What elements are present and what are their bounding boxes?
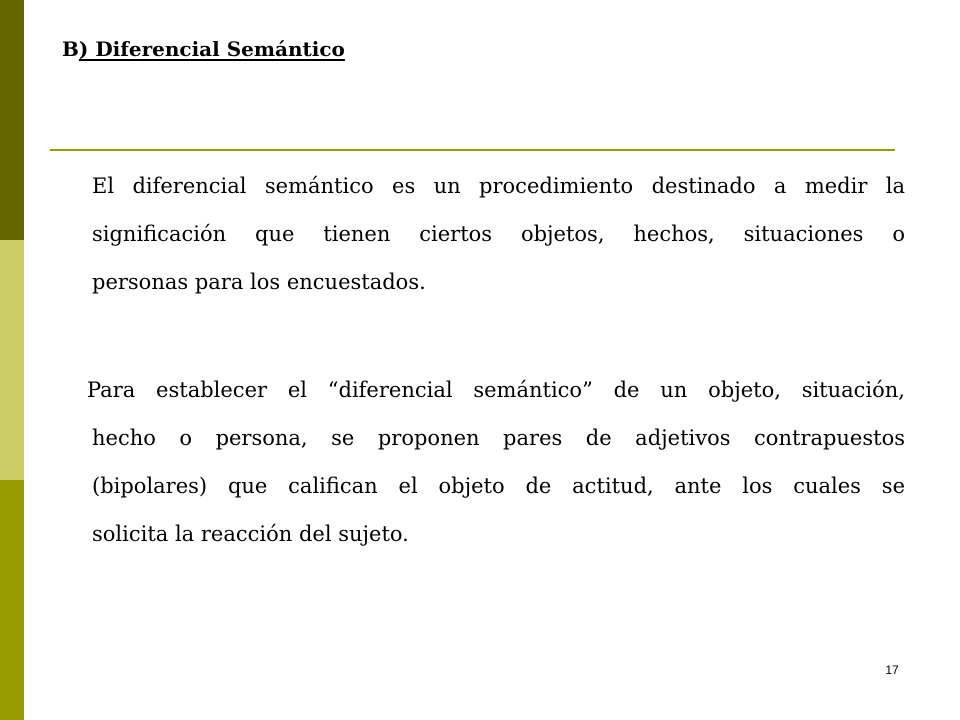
paragraph-line: hecho o persona, se proponen pares de adjetivos contrapuestos	[92, 426, 905, 450]
slide-title-text: ) Diferencial Semántico	[78, 37, 345, 61]
slide-title-prefix: B	[62, 37, 79, 61]
paragraph-line: El diferencial semántico es un procedimiento destinado a medir la	[92, 174, 905, 198]
paragraph-line: (bipolares) que califican el objeto de actitud, ante los cuales se	[92, 474, 905, 498]
paragraph-line: solicita la reacción del sujeto.	[92, 522, 409, 546]
paragraph-line: significación que tienen ciertos objetos, hechos, situaciones o	[92, 222, 905, 246]
slide-title	[62, 36, 345, 62]
title-divider	[50, 149, 895, 151]
paragraph-line: Para establecer el “diferencial semántico” de un objeto, situación,	[87, 378, 905, 402]
paragraph-procedure	[0, 366, 960, 558]
page-number: 17	[885, 663, 899, 677]
decorative-sidebar	[0, 0, 24, 720]
paragraph-definition	[0, 162, 960, 306]
paragraph-line: personas para los encuestados.	[92, 270, 426, 294]
